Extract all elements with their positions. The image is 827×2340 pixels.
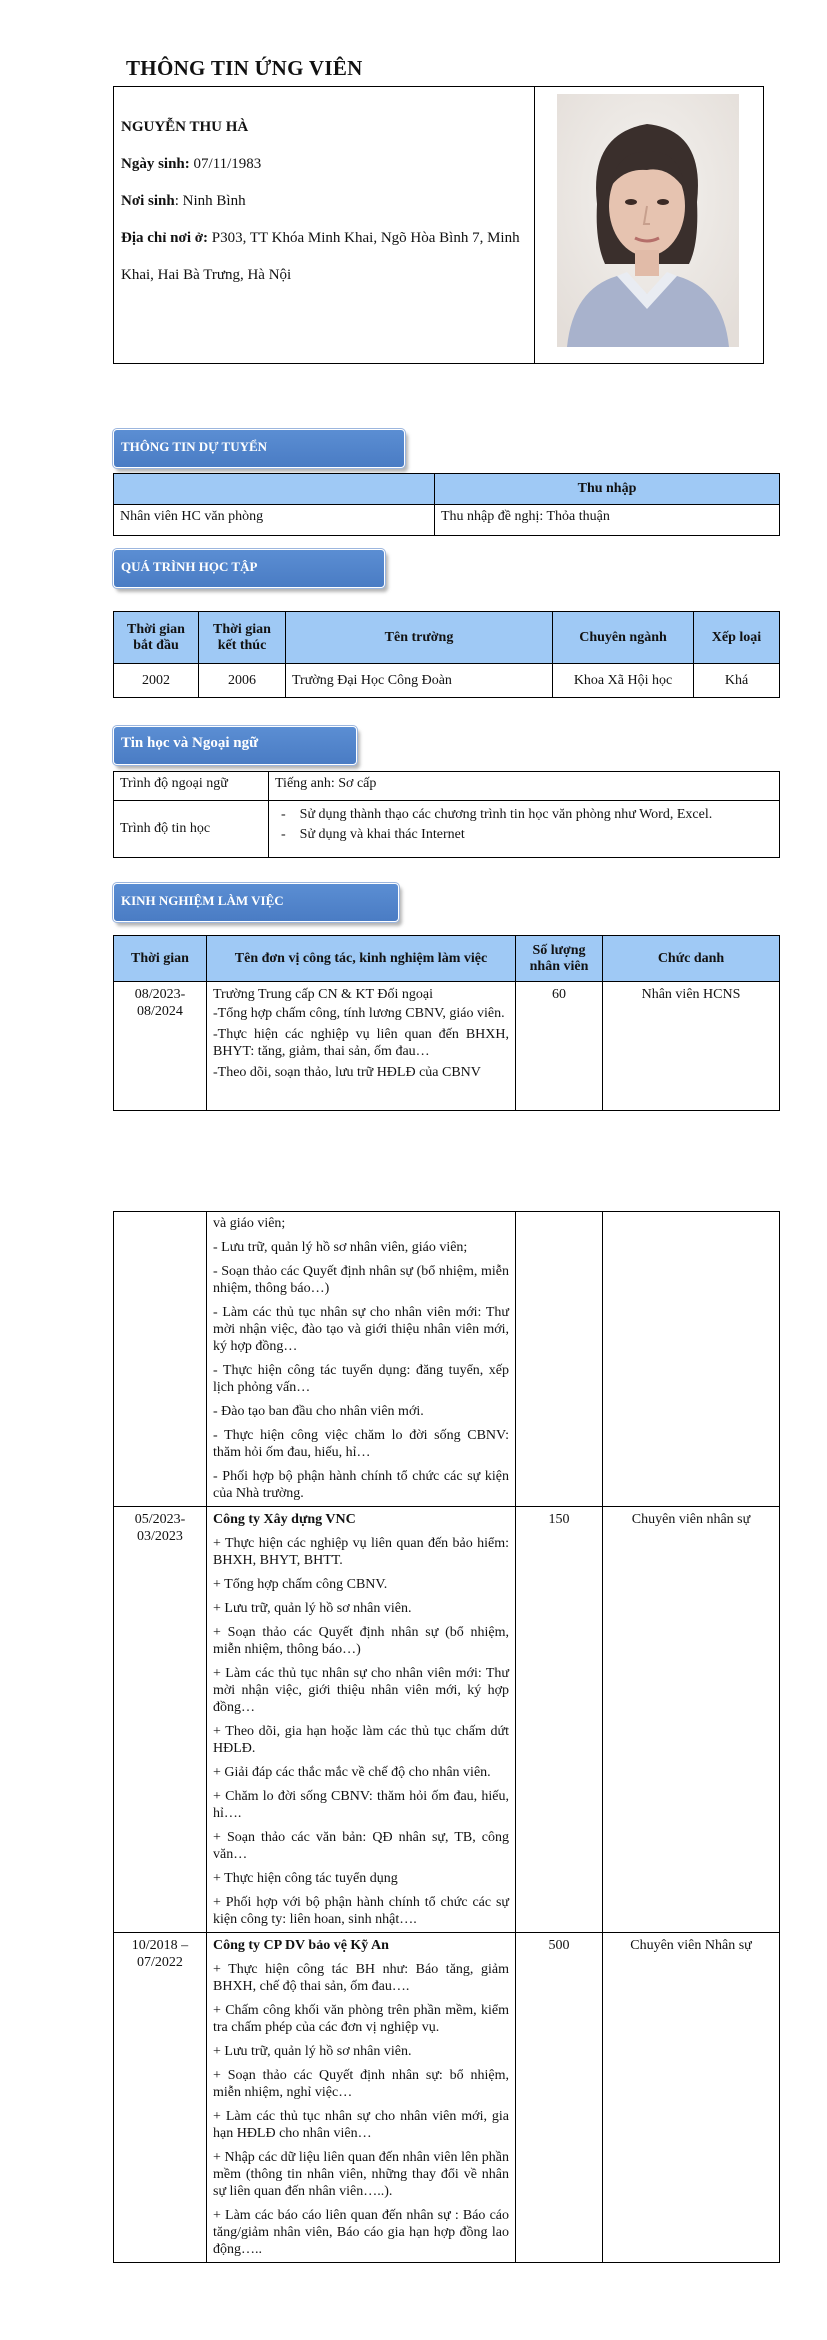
job3-company: Công ty CP DV bảo vệ Kỹ An (213, 1938, 389, 1953)
profile-box (113, 86, 764, 364)
candidate-photo (557, 94, 739, 347)
job1-staff-cont (516, 1212, 603, 1507)
job1-company: Trường Trung cấp CN & KT Đối ngoại (213, 987, 433, 1002)
edu-start: 2002 (114, 664, 199, 698)
job3-duties (207, 1933, 516, 2263)
duty-item: + Theo dõi, gia hạn hoặc làm các thủ tục chấm dứt HĐLĐ. (213, 1724, 509, 1756)
edu-header-end: Thời gian kết thúc (199, 612, 286, 664)
skills-table (113, 771, 780, 858)
edu-school: Trường Đại Học Công Đoàn (286, 664, 553, 698)
job2-duties (207, 1507, 516, 1933)
duty-item: - Thực hiện công việc chăm lo đời sống CBNV: thăm hỏi ốm đau, hiếu, hỉ… (213, 1428, 509, 1460)
pob-label: Nơi sinh (121, 193, 175, 209)
section-header-education: QUÁ TRÌNH HỌC TẬP (113, 549, 385, 588)
lang-label: Trình độ ngoại ngữ (114, 772, 269, 801)
education-table (113, 611, 780, 698)
job3-title: Chuyên viên Nhân sự (603, 1933, 780, 2263)
duty-item: - Thực hiện công tác tuyển dụng: đăng tuyển, xếp lịch phỏng vấn… (213, 1363, 509, 1395)
duty-item: + Tổng hợp chấm công CBNV. (213, 1577, 388, 1592)
duty-item: + Soạn thảo các văn bản: QĐ nhân sự, TB, công văn… (213, 1830, 509, 1862)
duty-item: + Nhập các dữ liệu liên quan đến nhân viên lên phần mềm (thông tin nhân viên, những thay đổi về nhân sự liên quan đến nhân viên…..). (213, 2150, 509, 2199)
table-row (114, 664, 780, 698)
desired-position: Nhân viên HC văn phòng (114, 505, 435, 536)
pob-line (121, 183, 526, 220)
job1-title: Nhân viên HCNS (603, 982, 780, 1111)
duty-item: + Làm các báo cáo liên quan đến nhân sự : Báo cáo tăng/giảm nhân viên, Báo cáo gia hạn hợp đồng lao động….. (213, 2208, 509, 2257)
job3-time: 10/2018 – 07/2022 (114, 1933, 207, 2263)
job2-title: Chuyên viên nhân sự (603, 1507, 780, 1933)
address-label: Địa chỉ nơi ở: (121, 230, 209, 246)
duty-item: - Đào tạo ban đầu cho nhân viên mới. (213, 1404, 424, 1419)
table-row (114, 1212, 780, 1507)
section-header-experience: KINH NGHIỆM LÀM VIỆC (113, 883, 399, 922)
duty-item: + Thực hiện công tác BH như: Báo tăng, giảm BHXH, chế độ thai sản, ốm đau…. (213, 1962, 509, 1994)
exp-header-time: Thời gian (114, 936, 207, 982)
duty-item: - Phối hợp bộ phận hành chính tổ chức các sự kiện của Nhà trường. (213, 1469, 509, 1501)
duty-item: + Soạn thảo các Quyết định nhân sự (bổ nhiệm, miễn nhiệm, thông báo…) (213, 1625, 509, 1657)
address-line (121, 220, 526, 294)
dob-label: Ngày sinh: (121, 156, 190, 172)
duty-item: + Phối hợp với bộ phận hành chính tổ chức các sự kiện công ty: liên hoan, sinh nhật…. (213, 1895, 509, 1927)
duty-item: + Thực hiện các nghiệp vụ liên quan đến bảo hiểm: BHXH, BHYT, BHTT. (213, 1536, 509, 1568)
duty-item: + Lưu trữ, quản lý hồ sơ nhân viên. (213, 1601, 412, 1616)
job1-title-cont (603, 1212, 780, 1507)
duty-item: - Lưu trữ, quản lý hồ sơ nhân viên, giáo viên; (213, 1240, 468, 1255)
exp-header-title: Chức danh (603, 936, 780, 982)
experience-table-page1 (113, 935, 780, 1111)
edu-end: 2006 (199, 664, 286, 698)
profile-info (121, 109, 526, 294)
job1-time: 08/2023-08/2024 (114, 982, 207, 1111)
edu-header-rank: Xếp loại (694, 612, 780, 664)
job2-staff: 150 (516, 1507, 603, 1933)
edu-major: Khoa Xã Hội học (553, 664, 694, 698)
duty-item: + Soạn thảo các Quyết định nhân sự: bổ nhiệm, miễn nhiệm, nghỉ việc… (213, 2068, 509, 2100)
job3-staff: 500 (516, 1933, 603, 2263)
desired-table (113, 473, 780, 536)
duty-item: + Chấm công khối văn phòng trên phần mềm, kiểm tra chấm phép của các đơn vị nghiệp vụ. (213, 2003, 509, 2035)
experience-table-page2 (113, 1211, 780, 2263)
duty-item: + Làm các thủ tục nhân sự cho nhân viên mới, gia hạn HĐLĐ cho nhân viên… (213, 2109, 509, 2141)
job1-duties (207, 982, 516, 1111)
duty-item: + Giải đáp các thắc mắc về chế độ cho nhân viên. (213, 1765, 491, 1780)
it-item: - Sử dụng và khai thác Internet (281, 827, 465, 842)
job2-company: Công ty Xây dựng VNC (213, 1512, 356, 1527)
edu-header-school: Tên trường (286, 612, 553, 664)
dob-line (121, 146, 526, 183)
duty-item: - Làm các thủ tục nhân sự cho nhân viên mới: Thư mời nhận việc, đào tạo và giới thiệu nhân viên mới, ký hợp đồng… (213, 1305, 509, 1354)
it-value (269, 801, 780, 858)
job2-time: 05/2023-03/2023 (114, 1507, 207, 1933)
table-row (114, 982, 780, 1111)
edu-header-major: Chuyên ngành (553, 612, 694, 664)
exp-header-staff: Số lượng nhân viên (516, 936, 603, 982)
dob-value: 07/11/1983 (193, 156, 262, 172)
pob-value: : Ninh Bình (174, 193, 246, 209)
edu-header-start: Thời gian bắt đầu (114, 612, 199, 664)
candidate-name: NGUYỄN THU HÀ (121, 119, 249, 135)
duty-item: + Lưu trữ, quản lý hồ sơ nhân viên. (213, 2044, 412, 2059)
page-title: THÔNG TIN ỨNG VIÊN (126, 56, 363, 80)
job1-staff: 60 (516, 982, 603, 1111)
duty-item: + Làm các thủ tục nhân sự cho nhân viên mới: Thư mời nhận việc, giới thiệu nhân viên mới, ký hợp đồng… (213, 1666, 509, 1715)
desired-header-blank (114, 474, 435, 505)
it-item: - Sử dụng thành thạo các chương trình tin học văn phòng như Word, Excel. (281, 807, 713, 822)
table-row (114, 1933, 780, 2263)
desired-header-income: Thu nhập (435, 474, 780, 505)
address-value: P303, TT Khóa Minh Khai, Ngõ Hòa Bình 7, Minh Khai, Hai Bà Trưng, Hà Nội (121, 230, 520, 283)
duty-item: -Tổng hợp chấm công, tính lương CBNV, giáo viên. (213, 1006, 505, 1021)
duty-item: và giáo viên; (213, 1216, 286, 1231)
desired-income: Thu nhập đề nghị: Thỏa thuận (435, 505, 780, 536)
edu-rank: Khá (694, 664, 780, 698)
duty-item: + Thực hiện công tác tuyển dụng (213, 1871, 398, 1886)
duty-item: -Theo dõi, soạn thảo, lưu trữ HĐLĐ của CBNV (213, 1065, 481, 1080)
duty-item: -Thực hiện các nghiệp vụ liên quan đến BHXH, BHYT: tăng, giảm, thai sản, ốm đau… (213, 1027, 509, 1059)
job1-time-cont (114, 1212, 207, 1507)
it-label: Trình độ tin học (114, 801, 269, 858)
section-header-desired: THÔNG TIN DỰ TUYỂN (113, 429, 405, 468)
job1-duties-cont (207, 1212, 516, 1507)
section-header-skills: Tin học và Ngoại ngữ (113, 726, 357, 765)
exp-header-company: Tên đơn vị công tác, kinh nghiệm làm việc (207, 936, 516, 982)
table-row (114, 1507, 780, 1933)
duty-item: - Soạn thảo các Quyết định nhân sự (bổ nhiệm, miễn nhiệm, thông báo…) (213, 1264, 509, 1296)
lang-value: Tiếng anh: Sơ cấp (269, 772, 780, 801)
duty-item: + Chăm lo đời sống CBNV: thăm hỏi ốm đau, hiếu, hỉ…. (213, 1789, 509, 1821)
